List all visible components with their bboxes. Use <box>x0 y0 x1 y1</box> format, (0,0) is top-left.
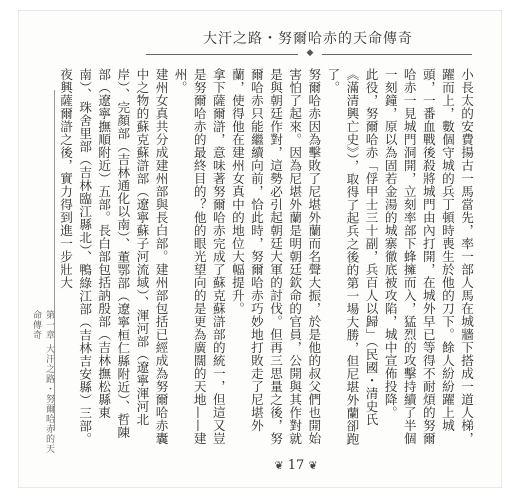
paragraph: 建州女真共分成建州部與長白部。建州部包括已經成為努爾哈赤囊中之物的蘇克蘇滸部（遼寧蘇子河流域）、渾河部（遼寧渾河北岸）、完顏部（吉林通化以南）、董鄂部（遼寧桓仁縣附近）、哲陳部（遼寧撫順附近）五部。長白部包括訥殷部（吉林撫松縣東南）、珠舍里部（吉林臨江縣北）、鴨綠江部（吉林吉安縣）三部。夜興薩爾滸之後，實力得到進一步壯大 <box>58 68 169 446</box>
flourish-icon: ❦ <box>274 459 284 472</box>
page-footer <box>236 458 356 478</box>
running-header: 大汗之路・努爾哈赤的天命傳奇 <box>203 31 413 47</box>
paragraph: 小長太的安費揚古一馬當先，率一部人馬在城牆下搭成一道人梯，躍而上，數個守城的兵丁頓時喪生於他的刀下。餘人紛紛躍上城頭，一番血戰後殺將城門由內打開，在城外早已等得不耐煩的努爾哈赤一見城門洞開，立刻率部下蜂擁而入，猛烈的攻擊持續了半個一刻鐘，原以為固若金湯的城寨徹底被攻陷，城中宣佈投降。 <box>382 68 474 445</box>
flourish-icon: ❦ <box>308 459 318 472</box>
paragraph: 努爾哈赤因為擊敗了尼堪外蘭而名聲大振，於是他的叔父們也開始害怕了起來。因為尼堪外蘭是明朝廷欽命的官員，公開與其作對就是與朝廷作對，這勢必引起朝廷大軍的討伐。但再三思量之後，努爾哈赤只能繼續向前，恰此時，努爾哈赤巧妙地打敗走了尼堪外蘭，使得他在建州女真中的地位大幅提升。 <box>229 68 322 445</box>
side-running-title: 第一章 大汗之路・努爾哈赤的天命傳奇 <box>31 310 54 454</box>
paragraph: 此役，努爾哈赤「俘甲士三十副，兵百人以歸」（民國・清史氏《滿清興亡史》），取得了起兵之後的第一場大勝，但尼堪外蘭卻跑了。 <box>325 68 379 446</box>
paragraph: 拿下薩爾滸，意味著努爾哈赤完成了蘇克蘇滸部的統一，但這又豈是努爾哈赤的最終目的？他的眼光望向的是更為廣闊的天地——建州。 <box>172 68 226 445</box>
book-page <box>18 10 502 488</box>
body-text <box>58 68 476 448</box>
header-ornament-icon: ◆ <box>298 48 322 58</box>
page-number: 17 <box>287 458 305 473</box>
